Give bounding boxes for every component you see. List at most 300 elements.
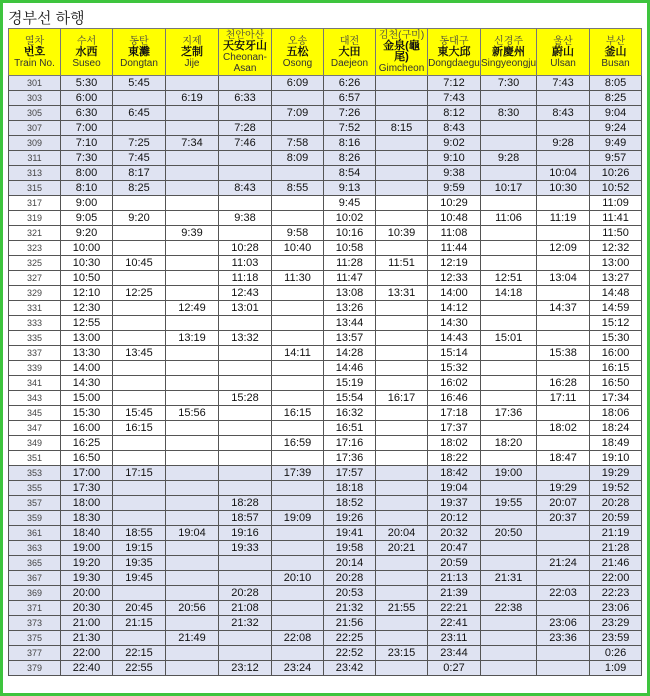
time-cell [166, 391, 219, 406]
time-cell [272, 376, 324, 391]
time-cell [166, 76, 219, 91]
time-cell: 14:00 [428, 286, 481, 301]
time-cell [376, 76, 428, 91]
train-number-cell: 359 [9, 511, 61, 526]
time-cell: 12:51 [481, 271, 537, 286]
time-cell [481, 421, 537, 436]
train-number-cell: 325 [9, 256, 61, 271]
time-cell [166, 211, 219, 226]
time-cell: 6:33 [219, 91, 272, 106]
header-hj: 大田 [338, 45, 361, 58]
time-cell: 22:52 [324, 646, 376, 661]
time-cell [537, 91, 590, 106]
time-cell: 18:20 [481, 436, 537, 451]
time-cell: 17:18 [428, 406, 481, 421]
time-cell [537, 661, 590, 676]
table-row [9, 271, 642, 286]
train-number-cell: 307 [9, 121, 61, 136]
time-cell: 16:00 [61, 421, 113, 436]
time-cell: 16:50 [61, 451, 113, 466]
table-row [9, 451, 642, 466]
time-cell [166, 436, 219, 451]
time-cell: 17:36 [481, 406, 537, 421]
time-cell [113, 481, 166, 496]
time-cell: 15:00 [61, 391, 113, 406]
time-cell: 7:09 [272, 106, 324, 121]
header-kr: 신경주 [494, 35, 524, 47]
timetable-body [9, 76, 642, 676]
time-cell [481, 631, 537, 646]
time-cell [481, 226, 537, 241]
train-number-cell: 363 [9, 541, 61, 556]
train-number-cell: 313 [9, 166, 61, 181]
time-cell [481, 91, 537, 106]
time-cell: 9:45 [324, 196, 376, 211]
time-cell [219, 361, 272, 376]
time-cell: 9:24 [590, 121, 642, 136]
time-cell [219, 646, 272, 661]
time-cell: 17:30 [61, 481, 113, 496]
time-cell: 18:42 [428, 466, 481, 481]
time-cell: 16:51 [324, 421, 376, 436]
time-cell: 10:17 [481, 181, 537, 196]
time-cell [219, 151, 272, 166]
train-number-cell: 339 [9, 361, 61, 376]
header-en: Daejeon [330, 57, 369, 69]
time-cell: 23:15 [376, 646, 428, 661]
time-cell [219, 406, 272, 421]
time-cell [113, 361, 166, 376]
time-cell: 13:00 [61, 331, 113, 346]
time-cell: 17:16 [324, 436, 376, 451]
column-header-station [113, 29, 166, 76]
time-cell: 15:45 [113, 406, 166, 421]
time-cell [166, 586, 219, 601]
time-cell: 8:43 [219, 181, 272, 196]
time-cell [376, 406, 428, 421]
time-cell: 10:26 [590, 166, 642, 181]
time-cell [376, 106, 428, 121]
table-row [9, 331, 642, 346]
time-cell: 12:10 [61, 286, 113, 301]
time-cell [376, 466, 428, 481]
time-cell [113, 271, 166, 286]
train-number-cell: 311 [9, 151, 61, 166]
time-cell: 15:19 [324, 376, 376, 391]
train-number-cell: 315 [9, 181, 61, 196]
time-cell [166, 511, 219, 526]
header-en: Gimcheon [378, 63, 425, 74]
time-cell [272, 256, 324, 271]
time-cell: 9:38 [428, 166, 481, 181]
time-cell: 22:41 [428, 616, 481, 631]
header-row [9, 29, 642, 76]
time-cell: 11:03 [219, 256, 272, 271]
time-cell: 10:04 [537, 166, 590, 181]
time-cell [272, 331, 324, 346]
time-cell: 11:19 [537, 211, 590, 226]
time-cell: 21:28 [590, 541, 642, 556]
header-en: Suseo [72, 57, 101, 69]
time-cell: 10:52 [590, 181, 642, 196]
time-cell [272, 451, 324, 466]
train-number-cell: 365 [9, 556, 61, 571]
time-cell: 12:25 [113, 286, 166, 301]
time-cell: 18:40 [61, 526, 113, 541]
time-cell: 12:43 [219, 286, 272, 301]
time-cell [113, 301, 166, 316]
time-cell: 23:11 [428, 631, 481, 646]
time-cell: 9:49 [590, 136, 642, 151]
time-cell [481, 511, 537, 526]
time-cell [481, 481, 537, 496]
time-cell: 7:26 [324, 106, 376, 121]
table-row [9, 136, 642, 151]
train-number-cell: 337 [9, 346, 61, 361]
time-cell [272, 616, 324, 631]
header-hj: 水西 [75, 45, 98, 58]
time-cell: 10:00 [61, 241, 113, 256]
time-cell: 15:14 [428, 346, 481, 361]
time-cell [481, 541, 537, 556]
time-cell: 20:28 [219, 586, 272, 601]
time-cell: 16:50 [590, 376, 642, 391]
time-cell: 19:41 [324, 526, 376, 541]
table-row [9, 346, 642, 361]
time-cell: 23:06 [537, 616, 590, 631]
time-cell [376, 196, 428, 211]
time-cell: 6:45 [113, 106, 166, 121]
train-number-cell: 361 [9, 526, 61, 541]
time-cell: 13:27 [590, 271, 642, 286]
time-cell: 8:10 [61, 181, 113, 196]
time-cell: 19:00 [481, 466, 537, 481]
time-cell [272, 481, 324, 496]
header-en: Train No. [14, 57, 55, 69]
time-cell: 7:46 [219, 136, 272, 151]
time-cell: 20:59 [428, 556, 481, 571]
time-cell [219, 106, 272, 121]
time-cell: 10:39 [376, 226, 428, 241]
header-hj: 東大邱 [437, 45, 471, 58]
time-cell: 13:26 [324, 301, 376, 316]
table-row [9, 601, 642, 616]
column-header-station [61, 29, 113, 76]
time-cell [166, 421, 219, 436]
time-cell [272, 301, 324, 316]
time-cell [166, 166, 219, 181]
time-cell: 8:16 [324, 136, 376, 151]
time-cell [166, 496, 219, 511]
train-number-cell: 375 [9, 631, 61, 646]
time-cell: 19:29 [590, 466, 642, 481]
time-cell: 13:44 [324, 316, 376, 331]
time-cell [272, 286, 324, 301]
train-number-cell: 341 [9, 376, 61, 391]
time-cell [113, 331, 166, 346]
time-cell [537, 571, 590, 586]
time-cell: 20:50 [481, 526, 537, 541]
time-cell [481, 451, 537, 466]
time-cell [481, 586, 537, 601]
time-cell: 19:29 [537, 481, 590, 496]
time-cell: 16:15 [113, 421, 166, 436]
time-cell: 17:37 [428, 421, 481, 436]
time-cell [166, 451, 219, 466]
time-cell: 23:36 [537, 631, 590, 646]
time-cell [113, 436, 166, 451]
time-cell: 21:00 [61, 616, 113, 631]
time-cell: 16:32 [324, 406, 376, 421]
time-cell: 13:57 [324, 331, 376, 346]
time-cell [537, 121, 590, 136]
time-cell [376, 661, 428, 676]
time-cell [166, 346, 219, 361]
time-cell [481, 646, 537, 661]
time-cell [481, 616, 537, 631]
time-cell [219, 316, 272, 331]
time-cell [166, 106, 219, 121]
time-cell [376, 586, 428, 601]
time-cell: 17:39 [272, 466, 324, 481]
header-en: Dongdaegu [428, 57, 480, 69]
page-title: 경부선 하행 [8, 10, 85, 27]
table-row [9, 391, 642, 406]
time-cell: 11:51 [376, 256, 428, 271]
train-number-cell: 329 [9, 286, 61, 301]
column-header-station [272, 29, 324, 76]
table-row [9, 511, 642, 526]
time-cell: 20:21 [376, 541, 428, 556]
header-hj: 金泉(龜尾) [383, 40, 420, 63]
time-cell: 20:45 [113, 601, 166, 616]
time-cell: 15:38 [537, 346, 590, 361]
time-cell [272, 121, 324, 136]
time-cell [481, 391, 537, 406]
time-cell: 19:04 [428, 481, 481, 496]
time-cell: 15:28 [219, 391, 272, 406]
time-cell [481, 196, 537, 211]
train-number-cell: 355 [9, 481, 61, 496]
column-header-station [324, 29, 376, 76]
time-cell: 19:45 [113, 571, 166, 586]
table-row [9, 76, 642, 91]
table-row [9, 541, 642, 556]
table-row [9, 286, 642, 301]
table-row [9, 121, 642, 136]
time-cell: 10:45 [113, 256, 166, 271]
time-cell: 18:49 [590, 436, 642, 451]
time-cell [376, 271, 428, 286]
time-cell: 7:30 [61, 151, 113, 166]
time-cell: 22:38 [481, 601, 537, 616]
time-cell: 7:58 [272, 136, 324, 151]
time-cell [537, 331, 590, 346]
time-cell: 20:07 [537, 496, 590, 511]
time-cell: 19:37 [428, 496, 481, 511]
time-cell: 18:02 [428, 436, 481, 451]
time-cell: 18:57 [219, 511, 272, 526]
time-cell: 19:04 [166, 526, 219, 541]
table-row [9, 466, 642, 481]
time-cell [272, 601, 324, 616]
time-cell: 7:28 [219, 121, 272, 136]
time-cell: 7:12 [428, 76, 481, 91]
table-row [9, 496, 642, 511]
time-cell [166, 616, 219, 631]
header-kr: 김천(구미) [378, 30, 425, 41]
header-en: Jije [184, 57, 200, 69]
train-number-cell: 369 [9, 586, 61, 601]
time-cell [481, 301, 537, 316]
time-cell: 21:24 [537, 556, 590, 571]
time-cell [537, 286, 590, 301]
time-cell [272, 391, 324, 406]
time-cell: 13:04 [537, 271, 590, 286]
time-cell [481, 316, 537, 331]
header-en: Busan [601, 57, 630, 69]
time-cell: 16:25 [61, 436, 113, 451]
time-cell [166, 466, 219, 481]
train-number-cell: 351 [9, 451, 61, 466]
time-cell: 21:49 [166, 631, 219, 646]
time-cell: 12:32 [590, 241, 642, 256]
time-cell [219, 346, 272, 361]
time-cell: 11:18 [219, 271, 272, 286]
time-cell: 14:46 [324, 361, 376, 376]
time-cell: 5:30 [61, 76, 113, 91]
time-cell [113, 496, 166, 511]
time-cell: 13:45 [113, 346, 166, 361]
time-cell: 23:59 [590, 631, 642, 646]
table-row [9, 481, 642, 496]
time-cell: 21:39 [428, 586, 481, 601]
time-cell [166, 571, 219, 586]
time-cell: 12:19 [428, 256, 481, 271]
table-row [9, 241, 642, 256]
time-cell: 20:32 [428, 526, 481, 541]
time-cell: 22:21 [428, 601, 481, 616]
time-cell: 19:09 [272, 511, 324, 526]
time-cell: 17:34 [590, 391, 642, 406]
time-cell [113, 391, 166, 406]
time-cell: 19:33 [219, 541, 272, 556]
time-cell [166, 556, 219, 571]
time-cell [376, 316, 428, 331]
column-header-station [376, 29, 428, 76]
time-cell [376, 211, 428, 226]
time-cell [537, 196, 590, 211]
time-cell: 22:00 [590, 571, 642, 586]
time-cell: 8:54 [324, 166, 376, 181]
time-cell [272, 316, 324, 331]
time-cell [481, 361, 537, 376]
time-cell [537, 226, 590, 241]
time-cell: 17:00 [61, 466, 113, 481]
time-cell [481, 256, 537, 271]
time-cell: 0:27 [428, 661, 481, 676]
time-cell: 12:49 [166, 301, 219, 316]
time-cell [166, 256, 219, 271]
time-cell: 20:47 [428, 541, 481, 556]
time-cell: 19:16 [219, 526, 272, 541]
time-cell: 8:26 [324, 151, 376, 166]
time-cell: 20:59 [590, 511, 642, 526]
time-cell: 6:09 [272, 76, 324, 91]
train-number-cell: 301 [9, 76, 61, 91]
time-cell: 21:32 [324, 601, 376, 616]
time-cell: 23:24 [272, 661, 324, 676]
column-header-station [219, 29, 272, 76]
time-cell: 7:45 [113, 151, 166, 166]
time-cell [166, 181, 219, 196]
time-cell: 9:59 [428, 181, 481, 196]
table-row [9, 421, 642, 436]
time-cell [537, 601, 590, 616]
header-kr: 지제 [182, 35, 202, 47]
time-cell [376, 436, 428, 451]
time-cell [166, 541, 219, 556]
table-row [9, 211, 642, 226]
table-row [9, 151, 642, 166]
time-cell [219, 166, 272, 181]
time-cell: 13:08 [324, 286, 376, 301]
time-cell: 7:34 [166, 136, 219, 151]
time-cell: 19:30 [61, 571, 113, 586]
time-cell: 10:16 [324, 226, 376, 241]
time-cell: 14:48 [590, 286, 642, 301]
header-hj: 新慶州 [492, 45, 526, 58]
header-kr: 대전 [339, 35, 360, 47]
time-cell: 5:45 [113, 76, 166, 91]
time-cell [376, 631, 428, 646]
time-cell: 8:55 [272, 181, 324, 196]
time-cell [272, 166, 324, 181]
time-cell: 16:02 [428, 376, 481, 391]
train-number-cell: 357 [9, 496, 61, 511]
time-cell: 21:55 [376, 601, 428, 616]
time-cell: 11:28 [324, 256, 376, 271]
time-cell: 15:30 [590, 331, 642, 346]
time-cell [376, 481, 428, 496]
time-cell [166, 271, 219, 286]
time-cell: 19:20 [61, 556, 113, 571]
time-cell: 21:19 [590, 526, 642, 541]
time-cell [481, 166, 537, 181]
time-cell: 10:30 [537, 181, 590, 196]
time-cell: 14:18 [481, 286, 537, 301]
time-cell: 14:12 [428, 301, 481, 316]
time-cell: 10:48 [428, 211, 481, 226]
time-cell [166, 376, 219, 391]
time-cell: 20:14 [324, 556, 376, 571]
time-cell: 18:55 [113, 526, 166, 541]
time-cell: 20:28 [590, 496, 642, 511]
time-cell: 12:55 [61, 316, 113, 331]
time-cell: 10:29 [428, 196, 481, 211]
header-en: Dongtan [120, 57, 158, 69]
table-row [9, 181, 642, 196]
time-cell: 13:00 [590, 256, 642, 271]
time-cell: 9:58 [272, 226, 324, 241]
time-cell [166, 121, 219, 136]
time-cell [166, 661, 219, 676]
time-cell: 11:47 [324, 271, 376, 286]
time-cell: 8:30 [481, 106, 537, 121]
time-cell [166, 316, 219, 331]
table-row [9, 196, 642, 211]
time-cell: 8:43 [428, 121, 481, 136]
